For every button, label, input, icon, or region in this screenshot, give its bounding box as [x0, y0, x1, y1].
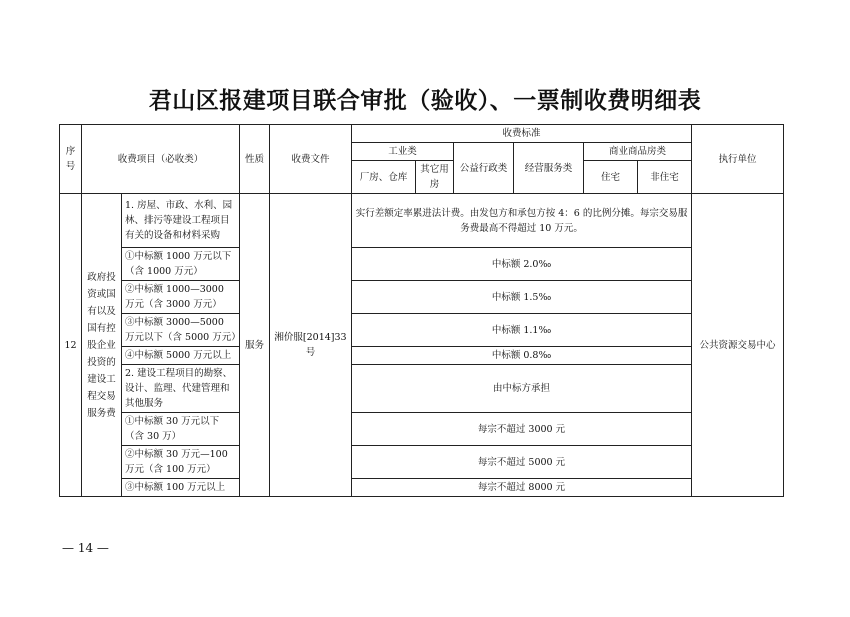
header-non-residence: 非住宅	[638, 161, 692, 194]
sub-standard-6: 由中标方承担	[352, 365, 692, 413]
header-industrial: 工业类	[352, 143, 454, 161]
sub-item-3: ②中标额 1000—3000 万元（含 3000 万元）	[122, 281, 240, 314]
row-seq: 12	[60, 194, 82, 497]
sub-standard-3: 中标额 1.5‰	[352, 281, 692, 314]
header-residence: 住宅	[584, 161, 638, 194]
row-doc: 湘价服[2014]33号	[270, 194, 352, 497]
page-number: — 14 —	[62, 541, 109, 555]
header-seq: 序号	[60, 125, 82, 194]
sub-standard-5: 中标额 0.8‰	[352, 347, 692, 365]
header-item: 收费项目（必收类）	[82, 125, 240, 194]
sub-item-4: ③中标额 3000—5000 万元以下（含 5000 万元）	[122, 314, 240, 347]
header-public: 公益行政类	[454, 143, 514, 194]
header-nature: 性质	[240, 125, 270, 194]
header-doc: 收费文件	[270, 125, 352, 194]
sub-standard-2: 中标额 2.0‰	[352, 248, 692, 281]
page-title: 君山区报建项目联合审批（验收）、一票制收费明细表	[148, 87, 702, 114]
fee-table	[59, 124, 784, 497]
sub-standard-1: 实行差额定率累进法计费。由发包方和承包方按 4：6 的比例分摊。每宗交易服务费最高不得超过 10 万元。	[352, 194, 692, 248]
header-commercial: 商业商品房类	[584, 143, 692, 161]
header-business: 经营服务类	[514, 143, 584, 194]
row-executor: 公共资源交易中心	[692, 194, 784, 497]
header-executor: 执行单位	[692, 125, 784, 194]
sub-item-9: ③中标额 100 万元以上	[122, 479, 240, 497]
sub-standard-4: 中标额 1.1‰	[352, 314, 692, 347]
sub-item-5: ④中标额 5000 万元以上	[122, 347, 240, 365]
sub-item-2: ①中标额 1000 万元以下（含 1000 万元）	[122, 248, 240, 281]
header-factory: 厂房、仓库	[352, 161, 416, 194]
header-other-use: 其它用房	[416, 161, 454, 194]
sub-item-8: ②中标额 30 万元—100 万元（含 100 万元）	[122, 446, 240, 479]
row-nature: 服务	[240, 194, 270, 497]
sub-standard-7: 每宗不超过 3000 元	[352, 413, 692, 446]
sub-standard-9: 每宗不超过 8000 元	[352, 479, 692, 497]
sub-item-7: ①中标额 30 万元以下（含 30 万）	[122, 413, 240, 446]
sub-standard-8: 每宗不超过 5000 元	[352, 446, 692, 479]
sub-item-1: 1. 房屋、市政、水利、园林、排污等建设工程项目有关的设备和材料采购	[122, 194, 240, 248]
header-standard: 收费标准	[352, 125, 692, 143]
row-category: 政府投资或国有以及国有控股企业投资的建设工程交易服务费	[82, 194, 122, 497]
sub-item-6: 2. 建设工程项目的勘察、设计、监理、代建管理和其他服务	[122, 365, 240, 413]
